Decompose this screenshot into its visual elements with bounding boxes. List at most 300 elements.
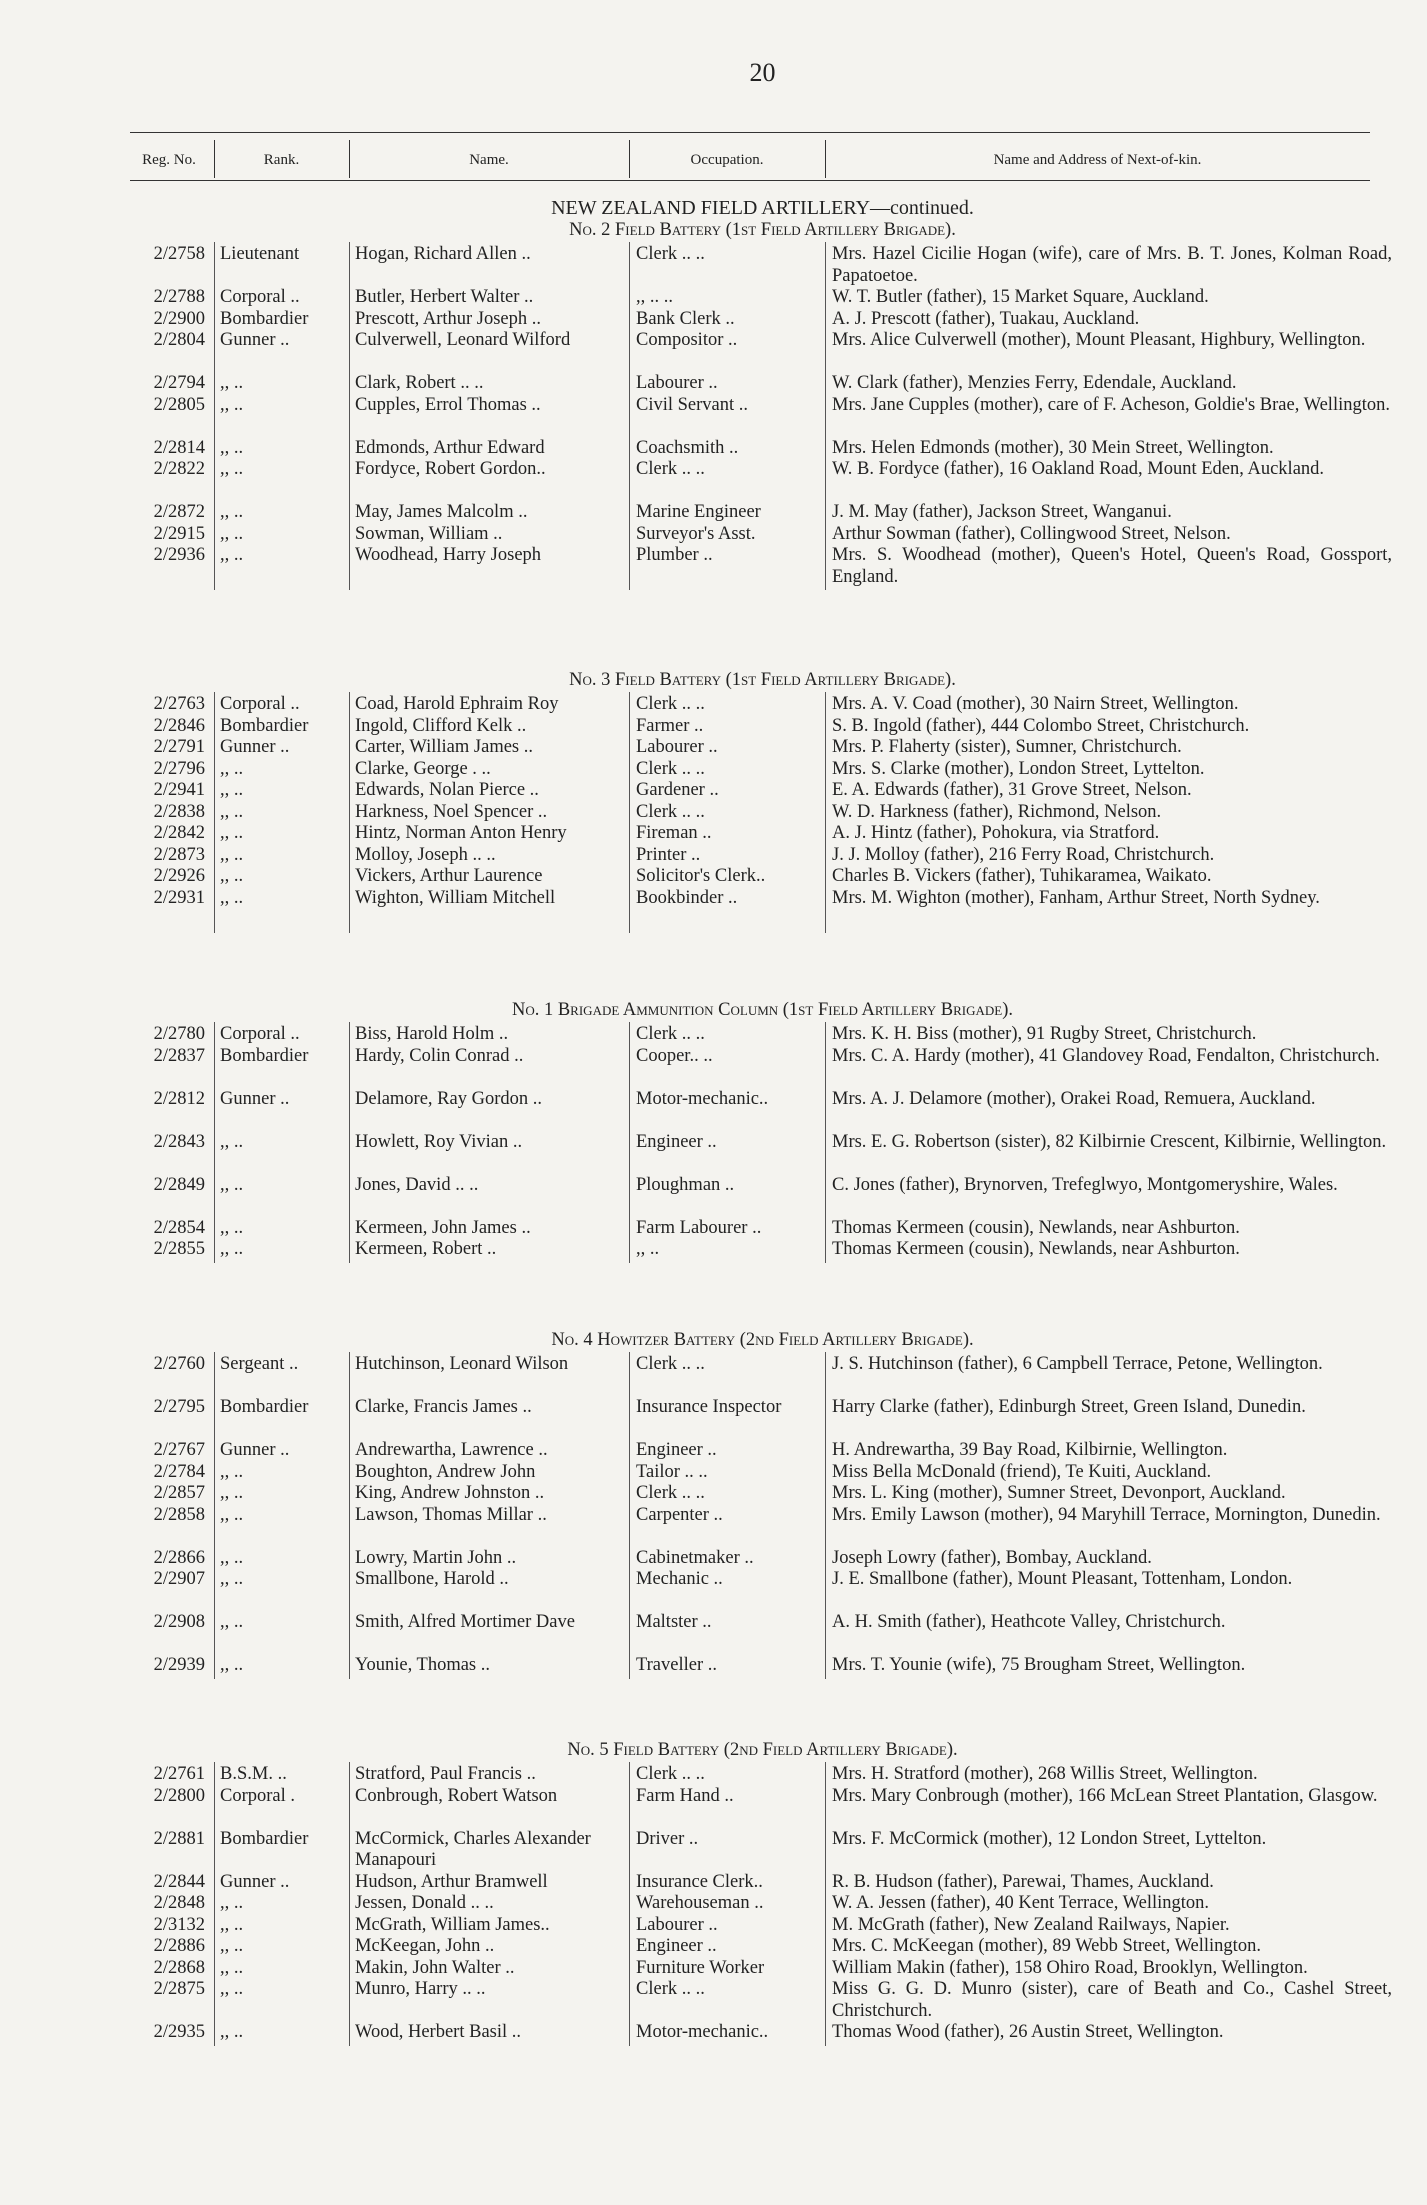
rank: Corporal .. bbox=[220, 287, 300, 307]
occupation: Motor-mechanic.. bbox=[636, 1088, 769, 1109]
next-of-kin: Mrs. A. J. Delamore (mother), Orakei Road, Remuera, Auckland. bbox=[832, 1088, 1316, 1109]
reg-no: 2/2855 bbox=[153, 1239, 205, 1259]
reg-no: 2/2858 bbox=[153, 1504, 205, 1525]
occupation: Clerk .. .. bbox=[636, 758, 705, 779]
next-of-kin: Mrs. K. H. Biss (mother), 91 Rugby Street, Christchurch. bbox=[832, 1024, 1257, 1044]
occupation: Compositor .. bbox=[636, 330, 738, 350]
rank: Gunner .. bbox=[220, 1871, 290, 1892]
soldier-name: Hardy, Colin Conrad .. bbox=[355, 1045, 524, 1066]
next-of-kin: Mrs. Jane Cupples (mother), care of F. Acheson, Goldie's Brae, Wellington. bbox=[832, 394, 1390, 415]
occupation: Motor-mechanic.. bbox=[636, 2022, 769, 2042]
soldier-name: Howlett, Roy Vivian .. bbox=[355, 1131, 523, 1152]
next-of-kin: Thomas Kermeen (cousin), Newlands, near Ashburton. bbox=[832, 1217, 1240, 1238]
rank: ,, .. bbox=[220, 1239, 244, 1259]
rank: ,, .. bbox=[220, 1569, 244, 1589]
rank: ,, .. bbox=[220, 758, 244, 779]
roll-entry bbox=[130, 1979, 1395, 2022]
next-of-kin: E. A. Edwards (father), 31 Grove Street, Nelson. bbox=[832, 780, 1192, 800]
next-of-kin: W. D. Harkness (father), Richmond, Nelson. bbox=[832, 801, 1162, 822]
reg-no: 2/2866 bbox=[153, 1547, 205, 1568]
rank: Gunner .. bbox=[220, 737, 290, 757]
occupation: Insurance Clerk.. bbox=[636, 1871, 763, 1892]
rank: ,, .. bbox=[220, 866, 244, 886]
header-name: Name. bbox=[469, 152, 509, 168]
roll-entry bbox=[130, 845, 1395, 867]
roll-entry bbox=[130, 1462, 1395, 1484]
next-of-kin: Miss G. G. D. Munro (sister), care of Beath and Co., Cashel Street, Christchurch. bbox=[832, 1979, 1392, 2021]
soldier-name: Carter, William James .. bbox=[355, 737, 533, 757]
occupation: Cooper.. .. bbox=[636, 1045, 713, 1066]
roll-entry bbox=[130, 1239, 1395, 1261]
unit-title: NEW ZEALAND FIELD ARTILLERY—continued. bbox=[551, 197, 974, 219]
rank: ,, .. bbox=[220, 1504, 244, 1525]
reg-no: 2/2926 bbox=[153, 866, 205, 886]
next-of-kin: M. McGrath (father), New Zealand Railways, Napier. bbox=[832, 1914, 1230, 1935]
rank: Corporal .. bbox=[220, 694, 300, 714]
occupation: Coachsmith .. bbox=[636, 437, 739, 458]
rank: ,, .. bbox=[220, 1461, 244, 1482]
rank: ,, .. bbox=[220, 373, 244, 393]
roll-entry bbox=[130, 459, 1395, 502]
next-of-kin: Mrs. C. McKeegan (mother), 89 Webb Street, Wellington. bbox=[832, 1936, 1261, 1956]
soldier-name: Stratford, Paul Francis .. bbox=[355, 1764, 536, 1784]
next-of-kin: Mrs. S. Clarke (mother), London Street, Lyttelton. bbox=[832, 758, 1205, 779]
next-of-kin: Thomas Kermeen (cousin), Newlands, near Ashburton. bbox=[832, 1239, 1240, 1259]
soldier-name: Harkness, Noel Spencer .. bbox=[355, 801, 548, 822]
next-of-kin: William Makin (father), 158 Ohiro Road, Brooklyn, Wellington. bbox=[832, 1957, 1308, 1978]
column-rule bbox=[629, 242, 630, 590]
column-rule bbox=[825, 1352, 826, 1679]
reg-no: 2/2931 bbox=[153, 887, 205, 908]
next-of-kin: J. J. Molloy (father), 216 Ferry Road, Christchurch. bbox=[832, 844, 1215, 865]
occupation: Engineer .. bbox=[636, 1131, 717, 1152]
next-of-kin: W. T. Butler (father), 15 Market Square, Auckland. bbox=[832, 287, 1209, 307]
rank: ,, .. bbox=[220, 823, 244, 843]
occupation: Tailor .. .. bbox=[636, 1461, 708, 1482]
occupation: ,, .. .. bbox=[636, 287, 673, 307]
roll-entry bbox=[130, 1046, 1395, 1089]
soldier-name: King, Andrew Johnston .. bbox=[355, 1483, 545, 1503]
next-of-kin: Arthur Sowman (father), Collingwood Street, Nelson. bbox=[832, 523, 1231, 544]
occupation: Farm Hand .. bbox=[636, 1785, 734, 1806]
roll-entry bbox=[130, 1397, 1395, 1440]
rank: ,, .. bbox=[220, 1483, 244, 1503]
rank: ,, .. bbox=[220, 1914, 244, 1935]
rank: ,, .. bbox=[220, 780, 244, 800]
header-reg-no: Reg. No. bbox=[142, 152, 196, 168]
rank: Bombardier bbox=[220, 1397, 309, 1417]
reg-no: 2/2767 bbox=[153, 1440, 205, 1460]
occupation: Maltster .. bbox=[636, 1612, 712, 1632]
next-of-kin: Thomas Wood (father), 26 Austin Street, Wellington. bbox=[832, 2022, 1224, 2042]
soldier-name: Cupples, Errol Thomas .. bbox=[355, 394, 541, 415]
reg-no: 2/2805 bbox=[153, 394, 205, 415]
roll-entry bbox=[130, 1612, 1395, 1655]
reg-no: 2/2873 bbox=[153, 844, 205, 865]
occupation: Mechanic .. bbox=[636, 1569, 723, 1589]
roll-entry bbox=[130, 1132, 1395, 1175]
occupation: Gardener .. bbox=[636, 780, 719, 800]
reg-no: 2/2842 bbox=[153, 823, 205, 843]
rank: Gunner .. bbox=[220, 1088, 290, 1109]
roll-entry bbox=[130, 1915, 1395, 1937]
next-of-kin: Mrs. T. Younie (wife), 75 Brougham Street, Wellington. bbox=[832, 1655, 1246, 1675]
reg-no: 2/2886 bbox=[153, 1936, 205, 1956]
next-of-kin: H. Andrewartha, 39 Bay Road, Kilbirnie, Wellington. bbox=[832, 1440, 1228, 1460]
roll-entry bbox=[130, 1786, 1395, 1829]
column-rule bbox=[825, 1022, 826, 1263]
reg-no: 2/2908 bbox=[153, 1612, 205, 1632]
roll-entry bbox=[130, 545, 1395, 588]
page-number: 20 bbox=[749, 58, 776, 87]
next-of-kin: Mrs. M. Wighton (mother), Fanham, Arthur Street, North Sydney. bbox=[832, 887, 1320, 908]
reg-no: 2/2784 bbox=[153, 1461, 205, 1482]
roll-entry bbox=[130, 1936, 1395, 1958]
rank: B.S.M. .. bbox=[220, 1764, 287, 1784]
next-of-kin: Harry Clarke (father), Edinburgh Street, Green Island, Dunedin. bbox=[832, 1397, 1306, 1417]
next-of-kin: R. B. Hudson (father), Parewai, Thames, Auckland. bbox=[832, 1871, 1214, 1892]
roll-entry bbox=[130, 395, 1395, 438]
reg-no: 2/3132 bbox=[153, 1914, 205, 1935]
next-of-kin: Mrs. Emily Lawson (mother), 94 Maryhill Terrace, Mornington, Dunedin. bbox=[832, 1504, 1381, 1525]
column-rule bbox=[349, 1022, 350, 1263]
occupation: Printer .. bbox=[636, 844, 701, 865]
next-of-kin: Mrs. A. V. Coad (mother), 30 Nairn Street, Wellington. bbox=[832, 694, 1239, 714]
occupation: Engineer .. bbox=[636, 1936, 717, 1956]
occupation: Farm Labourer .. bbox=[636, 1217, 762, 1238]
next-of-kin: Miss Bella McDonald (friend), Te Kuiti, Auckland. bbox=[832, 1461, 1212, 1482]
roll-entry bbox=[130, 309, 1395, 331]
next-of-kin: J. S. Hutchinson (father), 6 Campbell Terrace, Petone, Wellington. bbox=[832, 1354, 1323, 1374]
roll-entry bbox=[130, 287, 1395, 309]
column-rule bbox=[214, 242, 215, 590]
rank: ,, .. bbox=[220, 394, 244, 415]
reg-no: 2/2935 bbox=[153, 2022, 205, 2042]
reg-no: 2/2796 bbox=[153, 758, 205, 779]
roll-entry bbox=[130, 438, 1395, 460]
rank: Bombardier bbox=[220, 308, 309, 329]
rank: Corporal . bbox=[220, 1785, 296, 1806]
column-rule bbox=[214, 1022, 215, 1263]
next-of-kin: Mrs. Hazel Cicilie Hogan (wife), care of Mrs. B. T. Jones, Kolman Road, Papatoetoe. bbox=[832, 244, 1392, 286]
soldier-name: Biss, Harold Holm .. bbox=[355, 1024, 509, 1044]
occupation: Carpenter .. bbox=[636, 1504, 723, 1525]
soldier-name: Clarke, George . .. bbox=[355, 758, 491, 779]
column-rule bbox=[349, 1762, 350, 2046]
next-of-kin: Mrs. F. McCormick (mother), 12 London Street, Lyttelton. bbox=[832, 1828, 1267, 1849]
roll-entry bbox=[130, 759, 1395, 781]
reg-no: 2/2761 bbox=[153, 1764, 205, 1784]
rank: ,, .. bbox=[220, 459, 244, 479]
rank: ,, .. bbox=[220, 502, 244, 522]
next-of-kin: Charles B. Vickers (father), Tuhikaramea, Waikato. bbox=[832, 866, 1212, 886]
occupation: Surveyor's Asst. bbox=[636, 523, 756, 544]
column-rule bbox=[629, 1762, 630, 2046]
occupation: Solicitor's Clerk.. bbox=[636, 866, 766, 886]
rank: ,, .. bbox=[220, 844, 244, 865]
header-occupation: Occupation. bbox=[690, 152, 764, 168]
column-rule bbox=[214, 1762, 215, 2046]
occupation: Clerk .. .. bbox=[636, 459, 705, 479]
reg-no: 2/2900 bbox=[153, 308, 205, 329]
reg-no: 2/2763 bbox=[153, 694, 205, 714]
reg-no: 2/2795 bbox=[153, 1397, 205, 1417]
rank: ,, .. bbox=[220, 1612, 244, 1632]
soldier-name: Sowman, William .. bbox=[355, 523, 503, 544]
roll-entry bbox=[130, 1893, 1395, 1915]
roll-entry bbox=[130, 1354, 1395, 1397]
reg-no: 2/2849 bbox=[153, 1174, 205, 1195]
column-rule bbox=[629, 692, 630, 933]
next-of-kin: Mrs. S. Woodhead (mother), Queen's Hotel, Queen's Road, Gossport, England. bbox=[832, 545, 1392, 587]
occupation: Clerk .. .. bbox=[636, 1979, 705, 1999]
soldier-name: Clark, Robert .. .. bbox=[355, 373, 484, 393]
soldier-name: Ingold, Clifford Kelk .. bbox=[355, 715, 527, 736]
reg-no: 2/2791 bbox=[153, 737, 205, 757]
reg-no: 2/2846 bbox=[153, 715, 205, 736]
soldier-name: Vickers, Arthur Laurence bbox=[355, 866, 543, 886]
roll-entry bbox=[130, 1872, 1395, 1894]
soldier-name: Molloy, Joseph .. .. bbox=[355, 844, 496, 865]
reg-no: 2/2837 bbox=[153, 1045, 205, 1066]
column-rule bbox=[825, 1762, 826, 2046]
occupation: Clerk .. .. bbox=[636, 694, 705, 714]
occupation: Clerk .. .. bbox=[636, 1024, 705, 1044]
soldier-name: Hintz, Norman Anton Henry bbox=[355, 823, 567, 843]
roll-entry bbox=[130, 716, 1395, 738]
soldier-name: Kermeen, John James .. bbox=[355, 1217, 531, 1238]
rank: Corporal .. bbox=[220, 1024, 300, 1044]
occupation: Fireman .. bbox=[636, 823, 712, 843]
rank: ,, .. bbox=[220, 1957, 244, 1978]
occupation: Cabinetmaker .. bbox=[636, 1547, 754, 1568]
roll-entry bbox=[130, 1089, 1395, 1132]
rank: ,, .. bbox=[220, 1936, 244, 1956]
roll-entry bbox=[130, 1505, 1395, 1548]
rank: Bombardier bbox=[220, 715, 309, 736]
reg-no: 2/2881 bbox=[153, 1828, 205, 1849]
reg-no: 2/2848 bbox=[153, 1893, 205, 1913]
soldier-name: Edmonds, Arthur Edward bbox=[355, 437, 545, 458]
soldier-name: McKeegan, John .. bbox=[355, 1936, 495, 1956]
soldier-name: McCormick, Charles Alexander Manapouri bbox=[355, 1828, 591, 1870]
rank: ,, .. bbox=[220, 1217, 244, 1238]
soldier-name: Andrewartha, Lawrence .. bbox=[355, 1440, 548, 1460]
rank: Bombardier bbox=[220, 1045, 309, 1066]
column-rule bbox=[629, 1022, 630, 1263]
roll-entry bbox=[130, 1218, 1395, 1240]
roll-entry bbox=[130, 1764, 1395, 1786]
column-header bbox=[130, 140, 1370, 178]
occupation: Traveller .. bbox=[636, 1655, 718, 1675]
column-rule bbox=[825, 692, 826, 933]
roll-entry bbox=[130, 1569, 1395, 1612]
soldier-name: Coad, Harold Ephraim Roy bbox=[355, 694, 559, 714]
occupation: Labourer .. bbox=[636, 737, 718, 757]
rank: ,, .. bbox=[220, 801, 244, 822]
occupation: Clerk .. .. bbox=[636, 1483, 705, 1503]
column-rule bbox=[629, 1352, 630, 1679]
occupation: ,, .. bbox=[636, 1239, 660, 1259]
soldier-name: May, James Malcolm .. bbox=[355, 502, 528, 522]
soldier-name: Prescott, Arthur Joseph .. bbox=[355, 308, 542, 329]
soldier-name: Culverwell, Leonard Wilford bbox=[355, 330, 571, 350]
next-of-kin: J. E. Smallbone (father), Mount Pleasant, Tottenham, London. bbox=[832, 1569, 1293, 1589]
rank: ,, .. bbox=[220, 1174, 244, 1195]
rank: ,, .. bbox=[220, 523, 244, 544]
soldier-name: Lowry, Martin John .. bbox=[355, 1547, 517, 1568]
roll-entry bbox=[130, 373, 1395, 395]
next-of-kin: Mrs. P. Flaherty (sister), Sumner, Christchurch. bbox=[832, 737, 1182, 757]
occupation: Warehouseman .. bbox=[636, 1893, 764, 1913]
reg-no: 2/2758 bbox=[153, 244, 205, 264]
reg-no: 2/2915 bbox=[153, 523, 205, 544]
reg-no: 2/2872 bbox=[153, 502, 205, 522]
occupation: Labourer .. bbox=[636, 1914, 718, 1935]
occupation: Civil Servant .. bbox=[636, 394, 749, 415]
roll-entry bbox=[130, 780, 1395, 802]
rank: Sergeant .. bbox=[220, 1354, 299, 1374]
next-of-kin: S. B. Ingold (father), 444 Colombo Street, Christchurch. bbox=[832, 715, 1250, 736]
header-bottom-rule bbox=[130, 180, 1370, 181]
column-rule bbox=[825, 242, 826, 590]
reg-no: 2/2857 bbox=[153, 1483, 205, 1503]
soldier-name: McGrath, William James.. bbox=[355, 1914, 550, 1935]
soldier-name: Makin, John Walter .. bbox=[355, 1957, 515, 1978]
section-title: No. 1 Brigade Ammunition Column (1st Field Artillery Brigade). bbox=[511, 1000, 1014, 1020]
header-kin: Name and Address of Next-of-kin. bbox=[993, 152, 1202, 168]
occupation: Bookbinder .. bbox=[636, 887, 738, 908]
next-of-kin: Mrs. Helen Edmonds (mother), 30 Mein Street, Wellington. bbox=[832, 437, 1274, 458]
next-of-kin: Mrs. C. A. Hardy (mother), 41 Glandovey Road, Fendalton, Christchurch. bbox=[832, 1045, 1380, 1066]
occupation: Clerk .. .. bbox=[636, 801, 705, 822]
next-of-kin: Joseph Lowry (father), Bombay, Auckland. bbox=[832, 1547, 1152, 1568]
occupation: Driver .. bbox=[636, 1828, 699, 1849]
occupation: Furniture Worker bbox=[636, 1957, 765, 1978]
reg-no: 2/2814 bbox=[153, 437, 205, 458]
next-of-kin: Mrs. Mary Conbrough (mother), 166 McLean Street Plantation, Glasgow. bbox=[832, 1785, 1378, 1806]
occupation: Bank Clerk .. bbox=[636, 308, 735, 329]
soldier-name: Boughton, Andrew John bbox=[355, 1461, 536, 1482]
next-of-kin: A. J. Prescott (father), Tuakau, Auckland. bbox=[832, 308, 1140, 329]
next-of-kin: W. B. Fordyce (father), 16 Oakland Road, Mount Eden, Auckland. bbox=[832, 459, 1325, 479]
soldier-name: Jessen, Donald .. .. bbox=[355, 1893, 494, 1913]
rank: Lieutenant bbox=[220, 244, 300, 264]
reg-no: 2/2843 bbox=[153, 1131, 205, 1152]
roll-entry bbox=[130, 802, 1395, 824]
next-of-kin: J. M. May (father), Jackson Street, Wanganui. bbox=[832, 502, 1172, 522]
soldier-name: Conbrough, Robert Watson bbox=[355, 1785, 558, 1806]
soldier-name: Hogan, Richard Allen .. bbox=[355, 244, 531, 264]
roll-entry bbox=[130, 1483, 1395, 1505]
rank: ,, .. bbox=[220, 1547, 244, 1568]
column-rule bbox=[214, 1352, 215, 1679]
soldier-name: Woodhead, Harry Joseph bbox=[355, 545, 542, 565]
next-of-kin: W. A. Jessen (father), 40 Kent Terrace, Wellington. bbox=[832, 1893, 1210, 1913]
occupation: Marine Engineer bbox=[636, 502, 761, 522]
reg-no: 2/2844 bbox=[153, 1871, 205, 1892]
roll-entry bbox=[130, 1958, 1395, 1980]
section-title: No. 5 Field Battery (2nd Field Artillery Brigade). bbox=[567, 1740, 958, 1760]
header-rank: Rank. bbox=[263, 152, 300, 168]
next-of-kin: A. J. Hintz (father), Pohokura, via Stratford. bbox=[832, 823, 1160, 843]
rank: ,, .. bbox=[220, 1131, 244, 1152]
next-of-kin: A. H. Smith (father), Heathcote Valley, Christchurch. bbox=[832, 1612, 1226, 1632]
soldier-name: Edwards, Nolan Pierce .. bbox=[355, 780, 539, 800]
soldier-name: Hutchinson, Leonard Wilson bbox=[355, 1354, 569, 1374]
reg-no: 2/2941 bbox=[153, 780, 205, 800]
reg-no: 2/2838 bbox=[153, 801, 205, 822]
next-of-kin: Mrs. H. Stratford (mother), 268 Willis Street, Wellington. bbox=[832, 1764, 1258, 1784]
occupation: Ploughman .. bbox=[636, 1174, 735, 1195]
reg-no: 2/2794 bbox=[153, 373, 205, 393]
occupation: Farmer .. bbox=[636, 715, 704, 736]
occupation: Clerk .. .. bbox=[636, 244, 705, 264]
roll-entry bbox=[130, 888, 1395, 931]
reg-no: 2/2800 bbox=[153, 1785, 205, 1806]
rank: ,, .. bbox=[220, 545, 244, 565]
rank: ,, .. bbox=[220, 2022, 244, 2042]
roll-entry bbox=[130, 244, 1395, 287]
soldier-name: Lawson, Thomas Millar .. bbox=[355, 1504, 547, 1525]
reg-no: 2/2854 bbox=[153, 1217, 205, 1238]
roll-entry bbox=[130, 502, 1395, 524]
roll-entry bbox=[130, 330, 1395, 373]
roll-entry bbox=[130, 737, 1395, 759]
column-rule bbox=[349, 692, 350, 933]
soldier-name: Wood, Herbert Basil .. bbox=[355, 2022, 522, 2042]
reg-no: 2/2936 bbox=[153, 545, 205, 565]
header-top-rule bbox=[130, 132, 1370, 133]
soldier-name: Younie, Thomas .. bbox=[355, 1655, 491, 1675]
next-of-kin: Mrs. Alice Culverwell (mother), Mount Pleasant, Highbury, Wellington. bbox=[832, 330, 1366, 350]
roll-entry bbox=[130, 1175, 1395, 1218]
soldier-name: Jones, David .. .. bbox=[355, 1174, 479, 1195]
reg-no: 2/2760 bbox=[153, 1354, 205, 1374]
rank: ,, .. bbox=[220, 437, 244, 458]
roll-entry bbox=[130, 1829, 1395, 1872]
soldier-name: Butler, Herbert Walter .. bbox=[355, 287, 534, 307]
roll-entry bbox=[130, 1548, 1395, 1570]
soldier-name: Delamore, Ray Gordon .. bbox=[355, 1088, 543, 1109]
soldier-name: Smallbone, Harold .. bbox=[355, 1569, 509, 1589]
reg-no: 2/2868 bbox=[153, 1957, 205, 1978]
section-title: No. 3 Field Battery (1st Field Artillery Brigade). bbox=[569, 670, 956, 690]
rank: ,, .. bbox=[220, 1893, 244, 1913]
column-rule bbox=[349, 242, 350, 590]
next-of-kin: Mrs. L. King (mother), Sumner Street, Devonport, Auckland. bbox=[832, 1483, 1286, 1503]
soldier-name: Hudson, Arthur Bramwell bbox=[355, 1871, 548, 1892]
occupation: Clerk .. .. bbox=[636, 1354, 705, 1374]
roll-entry bbox=[130, 1024, 1395, 1046]
occupation: Labourer .. bbox=[636, 373, 718, 393]
reg-no: 2/2788 bbox=[153, 287, 205, 307]
roll-entry bbox=[130, 1655, 1395, 1677]
column-rule bbox=[349, 1352, 350, 1679]
soldier-name: Wighton, William Mitchell bbox=[355, 887, 556, 908]
soldier-name: Smith, Alfred Mortimer Dave bbox=[355, 1612, 575, 1632]
occupation: Plumber .. bbox=[636, 545, 713, 565]
rank: Bombardier bbox=[220, 1828, 309, 1849]
reg-no: 2/2812 bbox=[153, 1088, 205, 1109]
reg-no: 2/2875 bbox=[153, 1979, 205, 1999]
reg-no: 2/2939 bbox=[153, 1655, 205, 1675]
reg-no: 2/2804 bbox=[153, 330, 205, 350]
roll-entry bbox=[130, 2022, 1395, 2044]
occupation: Engineer .. bbox=[636, 1440, 717, 1460]
occupation: Clerk .. .. bbox=[636, 1764, 705, 1784]
section-title: No. 4 Howitzer Battery (2nd Field Artillery Brigade). bbox=[551, 1330, 974, 1350]
